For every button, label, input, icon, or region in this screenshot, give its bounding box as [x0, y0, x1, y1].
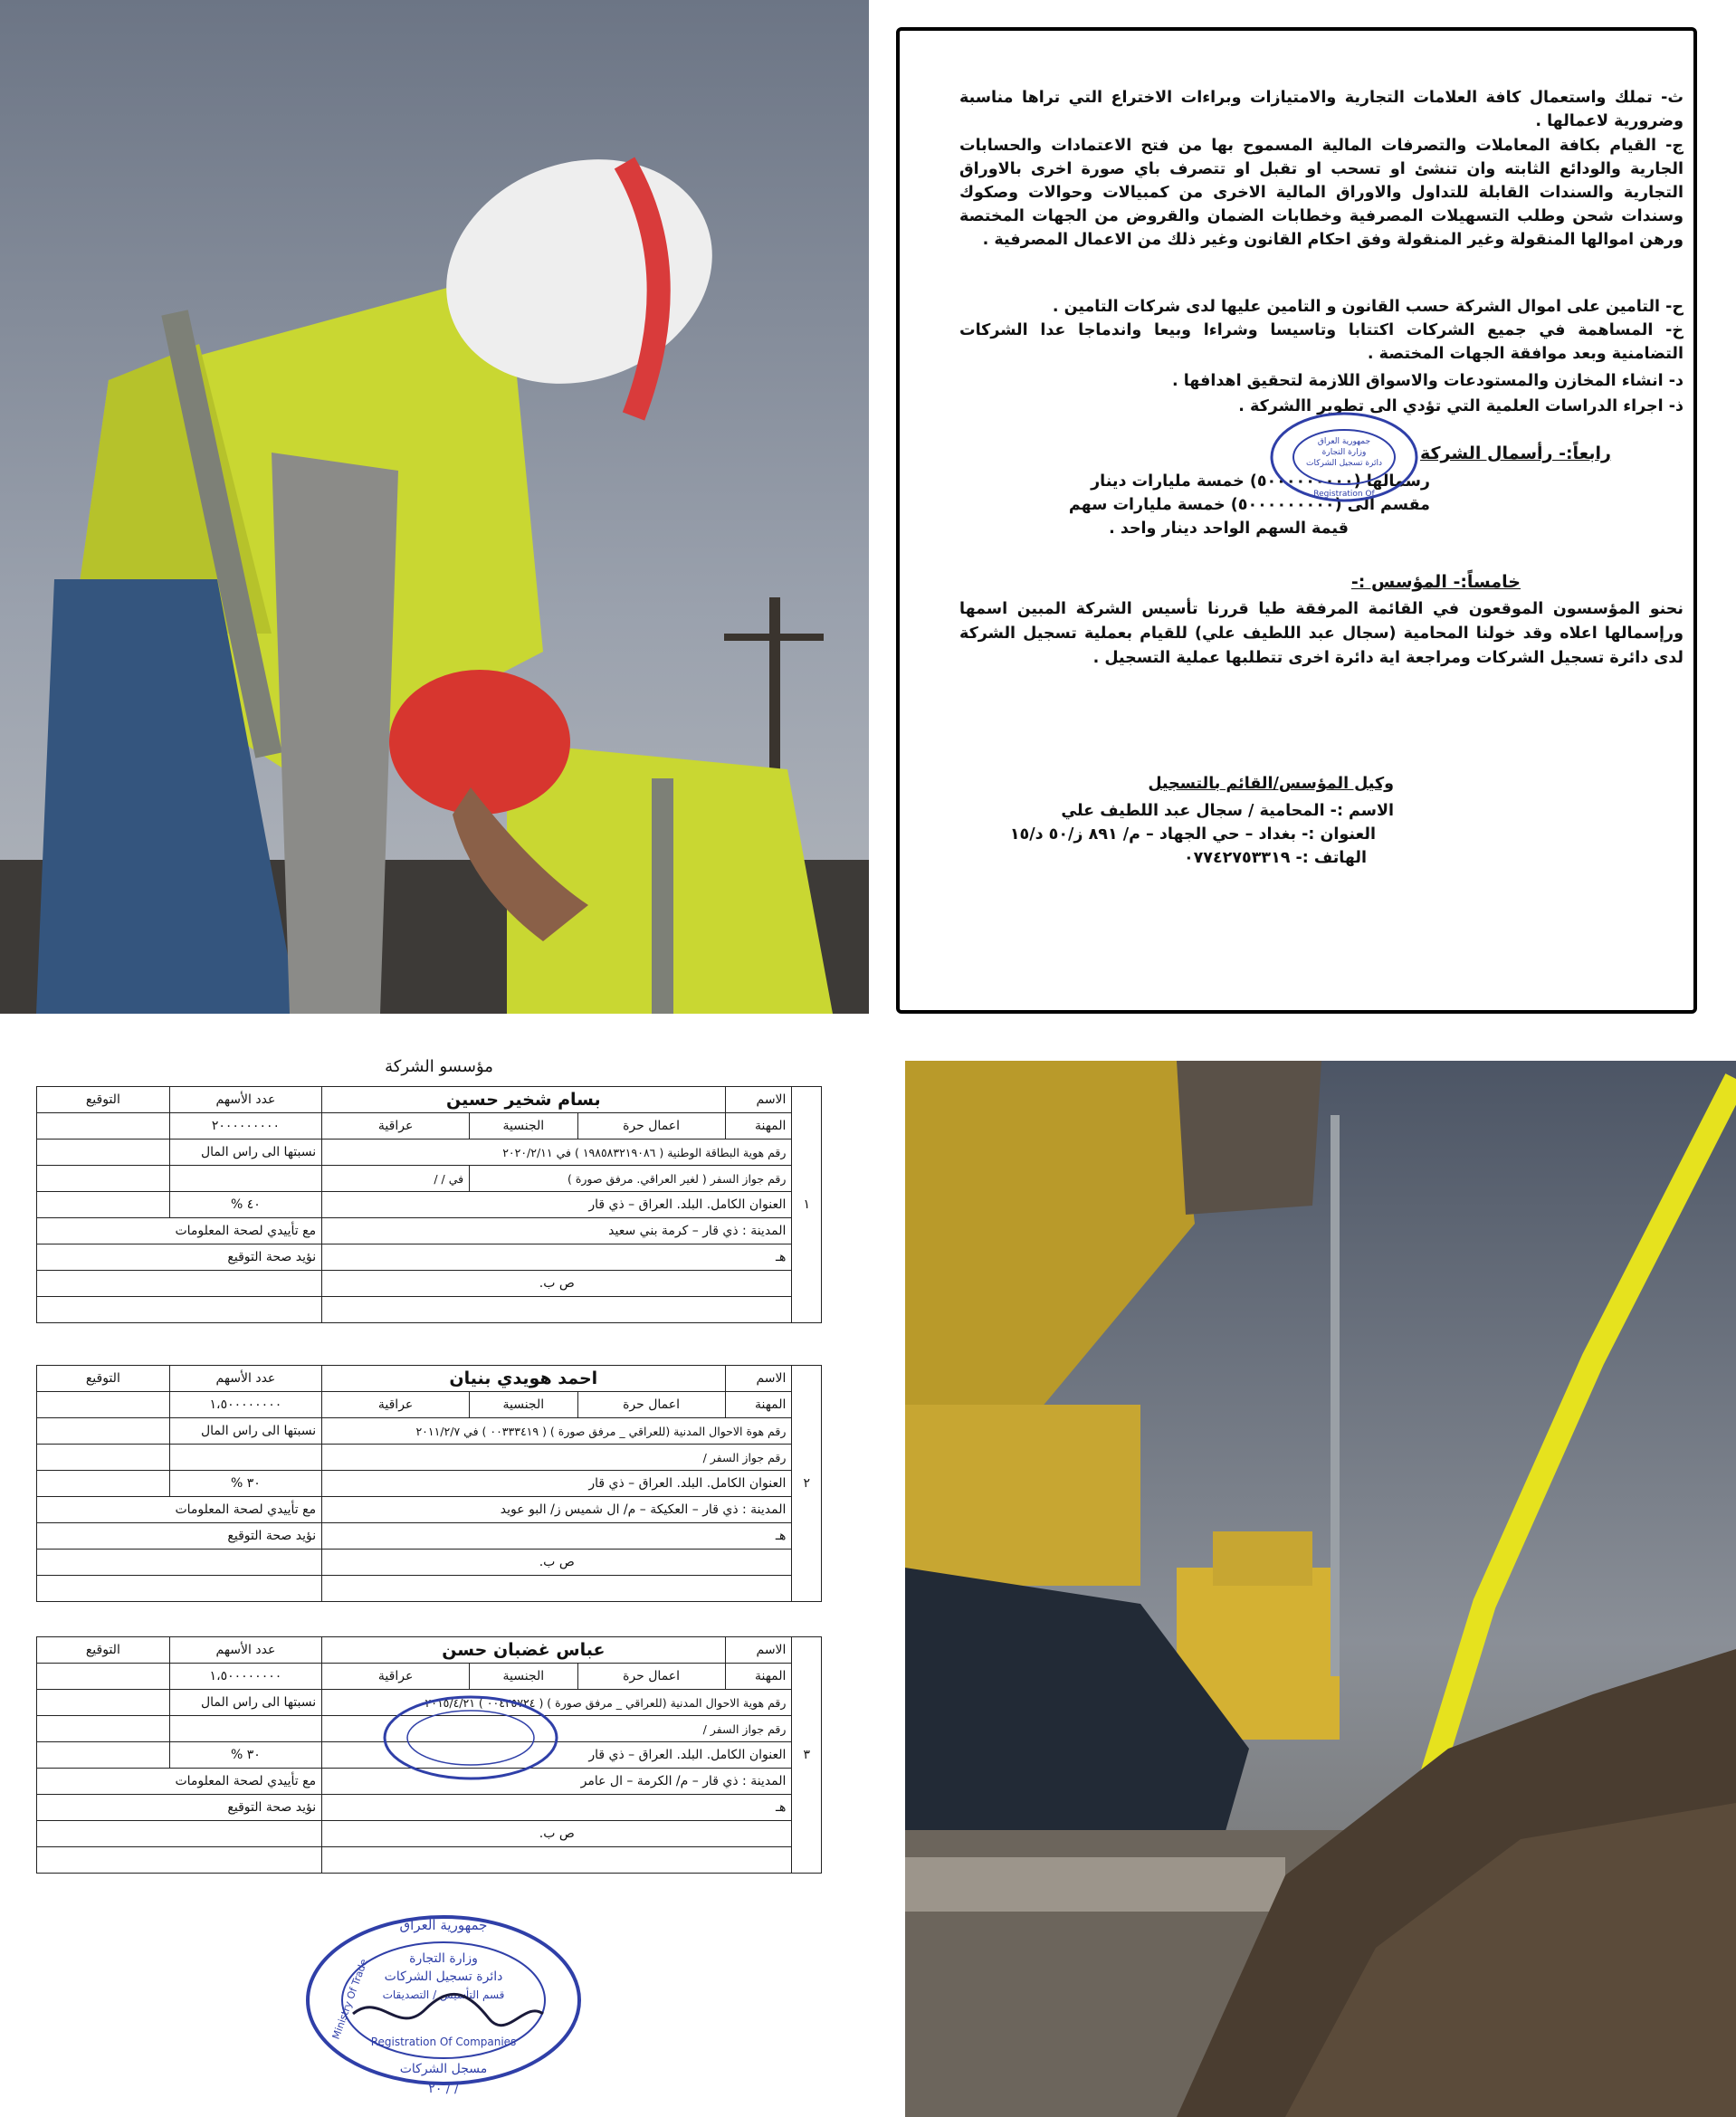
capital-line-1: رسمالها (٥٠٠٠٠٠٠٠٠٠) خمسة مليارات دينار — [1091, 472, 1430, 491]
label-nationality: الجنسية — [470, 1664, 578, 1690]
label-h: هـ — [322, 1523, 792, 1550]
clause-jeem — [959, 134, 1684, 252]
stamp-line: وزارة التجارة — [1321, 448, 1367, 457]
founder-address-line: العنوان الكامل. البلد. العراق – ذي قار — [322, 1471, 792, 1497]
signature-cell — [37, 1113, 170, 1140]
founder-name: احمد هويدي بنيان — [322, 1366, 725, 1392]
label-sig-confirm: نؤيد صحة التوقيع — [37, 1523, 322, 1550]
founder-nationality: عراقية — [322, 1664, 470, 1690]
clause-text: تملك واستعمال كافة العلامات التجارية والامتيازات وبراءات الاختراع التي تراها مناسبة وضرورية لاعمالها . — [959, 89, 1684, 130]
founder-profession: اعمال حرة — [577, 1664, 725, 1690]
founder-ratio: ٣٠ % — [169, 1471, 321, 1497]
label-name: الاسم — [725, 1366, 792, 1392]
founder-nationality: عراقية — [322, 1113, 470, 1140]
founder-id-line: رقم هوية الاحوال المدنية (للعراقي _ مرفق صورة ) ( ٠٠٤٢٥٧٢٤ ) ٢٠١٥/٤/٢١ — [322, 1690, 792, 1716]
founder-block-1 — [36, 1086, 822, 1323]
label-h: هـ — [322, 1244, 792, 1271]
founder-ratio: ٤٠ % — [169, 1192, 321, 1218]
founder-profession: اعمال حرة — [577, 1113, 725, 1140]
ministry-stamp — [299, 1910, 588, 2100]
empty-cell — [169, 1166, 321, 1192]
founder-ratio-label: نسبتها الى راس المال — [169, 1140, 321, 1166]
empty-cell — [322, 1297, 792, 1323]
clause-letter: د- — [1668, 372, 1684, 390]
founder-city-line: المدينة : ذي قار – م/ الكرمة – ال عامر — [322, 1769, 792, 1795]
empty-cell — [37, 1716, 170, 1742]
founder-passport-line: رقم جواز السفر / — [322, 1716, 792, 1742]
clause-kha — [959, 319, 1684, 366]
empty-cell — [37, 1271, 322, 1297]
stamp-line: Ministry Of Trade — [329, 1957, 370, 2041]
clause-letter: ذ- — [1668, 397, 1684, 415]
label-h: هـ — [322, 1795, 792, 1821]
label-po-box: ص ب. — [322, 1821, 792, 1847]
label-profession: المهنة — [725, 1113, 792, 1140]
photo-excavator-site — [905, 1061, 1736, 2117]
label-nationality: الجنسية — [470, 1113, 578, 1140]
label-po-box: ص ب. — [322, 1550, 792, 1576]
founder-heading: خامساً:- المؤسس :- — [1350, 572, 1521, 592]
founder-block-2 — [36, 1365, 822, 1602]
label-profession: المهنة — [725, 1664, 792, 1690]
label-sig-confirm: نؤيد صحة التوقيع — [37, 1244, 322, 1271]
founders-form-page — [0, 1032, 878, 2117]
clause-letter: ث- — [1661, 89, 1684, 107]
registration-stamp — [1267, 407, 1421, 507]
agent-phone: الهاتف :- ٠٧٧٤٢٧٥٣٣١٩ — [1183, 849, 1367, 867]
label-signature: التوقيع — [37, 1637, 170, 1664]
clause-letter: ج- — [1665, 137, 1684, 155]
capital-line-3: قيمة السهم الواحد دينار واحد . — [1109, 520, 1349, 538]
label-shares: عدد الأسهم — [169, 1087, 321, 1113]
empty-cell — [37, 1297, 322, 1323]
clause-letter: ح- — [1665, 298, 1684, 316]
signature-cell — [37, 1664, 170, 1690]
founder-number: ١ — [792, 1087, 822, 1323]
stamp-line: جمهورية العراق — [1317, 437, 1371, 446]
label-name: الاسم — [725, 1637, 792, 1664]
empty-cell — [37, 1445, 170, 1471]
agent-address: العنوان :- بغداد – حي الجهاد – م/ ٨٩١ ز/٥٠ د/١٥ — [1009, 825, 1376, 844]
capital-line-2: مقسم الى (٥٠٠٠٠٠٠٠٠٠) خمسة مليارات سهم — [1068, 496, 1430, 514]
founder-address-line: العنوان الكامل. البلد. العراق – ذي قار — [322, 1192, 792, 1218]
founder-passport-date: في / / — [322, 1166, 470, 1192]
empty-cell — [37, 1471, 170, 1497]
label-signature: التوقيع — [37, 1087, 170, 1113]
empty-cell — [37, 1821, 322, 1847]
founder-passport-line: رقم جواز السفر / — [322, 1445, 792, 1471]
articles-of-association-page — [878, 18, 1729, 1032]
empty-cell — [37, 1166, 170, 1192]
founder-address-line: العنوان الكامل. البلد. العراق – ذي قار — [322, 1742, 792, 1769]
founder-id-line: رقم هوة الاحوال المدنية (للعراقي _ مرفق صورة ) ( ٠٠٣٣٣٤١٩ ) في ٢٠١١/٢/٧ — [322, 1418, 792, 1445]
founder-shares: ١،٥٠٠٠٠٠٠٠٠ — [169, 1664, 321, 1690]
empty-cell — [37, 1418, 170, 1445]
empty-cell — [169, 1716, 321, 1742]
label-confirm: مع تأييدي لصحة المعلومات — [37, 1769, 322, 1795]
stamp-line: جمهورية العراق — [399, 1917, 488, 1933]
founder-profession: اعمال حرة — [577, 1392, 725, 1418]
founder-ratio: ٣٠ % — [169, 1742, 321, 1769]
stamp-line: Registration Of — [1313, 490, 1375, 499]
label-nationality: الجنسية — [470, 1392, 578, 1418]
founder-nationality: عراقية — [322, 1392, 470, 1418]
clause-text: اجراء الدراسات العلمية التي تؤدي الى تطوير االشركة . — [1238, 397, 1664, 415]
label-confirm: مع تأييدي لصحة المعلومات — [37, 1218, 322, 1244]
empty-cell — [322, 1847, 792, 1874]
stamp-line: مسجل الشركات — [399, 2062, 488, 2076]
label-name: الاسم — [725, 1087, 792, 1113]
clause-dal — [959, 369, 1684, 393]
agent-heading: وكيل المؤسس/القائم بالتسجيل — [1148, 775, 1394, 793]
empty-cell — [37, 1847, 322, 1874]
stamp-line: دائرة تسجيل الشركات — [1305, 459, 1383, 468]
stamp-line: دائرة تسجيل الشركات — [384, 1969, 503, 1984]
founder-paragraph: نحنو المؤسسون الموقعون في القائمة المرفقة طيا قررنا تأسيس الشركة المبين اسمها ورإسمالها اعلاه وقد خولنا المحامية (سجال عبد اللطيف علي) للقيام بعملية تسجيل الشركة لدى دائرة تسجيل الشركات ومراجعة اية دائرة اخرى تتطلبها عملية التسجيل . — [959, 600, 1684, 667]
stamp-line: ٢٠ / / — [428, 2082, 459, 2096]
founder-shares: ٢٠٠٠٠٠٠٠٠٠ — [169, 1113, 321, 1140]
form-title: مؤسسو الشركة — [385, 1057, 493, 1076]
founder-ratio-label: نسبتها الى راس المال — [169, 1690, 321, 1716]
founder-name: عباس غضبان حسن — [322, 1637, 725, 1664]
clause-text: انشاء المخازن والمستودعات والاسواق اللازمة لتحقيق اهدافها . — [1172, 372, 1664, 390]
stamp-line: وزارة التجارة — [409, 1951, 478, 1966]
label-confirm: مع تأييدي لصحة المعلومات — [37, 1497, 322, 1523]
clause-text: المساهمة في جميع الشركات اكتتابا وتاسيسا وشراءا وبيعا واندماجا عدا الشركات التضامنية وبعد موافقة الجهات المختصة . — [959, 321, 1684, 363]
stamp-line: Registration Of Companies — [370, 2036, 517, 2048]
founder-id-line: رقم هوية البطاقة الوطنية ( ١٩٨٥٨٣٢١٩٠٨٦ ) في ٢٠٢٠/٢/١١ — [322, 1140, 792, 1166]
empty-cell — [37, 1742, 170, 1769]
empty-cell — [169, 1445, 321, 1471]
clause-text: القيام بكافة المعاملات والتصرفات المالية المسموح بها من فتح الاعتمادات والحسابات الجارية والودائع الثابته وان تنشئ او تسحب او تقبل او تتصرف باي صورة اخرى بالاوراق التجارية والسندات القابلة للتداول والاوراق المالية الاخرى من كمبيالات وحوالات وصكوك وسندات شحن وطلب التسهيلات المصرفية وخطابات الضمان والقروض من الجهات المختصة ورهن اموالها المنقولة وغير المنقولة وفق احكام القانون وغير ذلك من الاعمال المصرفية . — [959, 137, 1684, 249]
clause-text: التامين على اموال الشركة حسب القانون و التامين عليها لدى شركات التامين . — [1052, 298, 1661, 316]
founder-passport-line: رقم جواز السفر ( لغير العراقي. مرفق صورة ) — [470, 1166, 792, 1192]
founder-number: ٣ — [792, 1637, 822, 1874]
label-profession: المهنة — [725, 1392, 792, 1418]
clause-letter: خ- — [1665, 321, 1684, 339]
label-sig-confirm: نؤيد صحة التوقيع — [37, 1795, 322, 1821]
stamp-line: قسم التأسيس / التصديقات — [382, 1988, 505, 2001]
founder-city-line: المدينة : ذي قار – كرمة بني سعيد — [322, 1218, 792, 1244]
label-shares: عدد الأسهم — [169, 1366, 321, 1392]
empty-cell — [322, 1576, 792, 1602]
founder-name: بسام شخير حسين — [322, 1087, 725, 1113]
clause-tha — [959, 86, 1684, 133]
photo-construction-workers — [0, 0, 869, 1014]
empty-cell — [37, 1690, 170, 1716]
clause-ha — [959, 295, 1684, 319]
empty-cell — [37, 1550, 322, 1576]
founder-city-line: المدينة : ذي قار – العكيكة – م/ ال شميس ز/ البو عويد — [322, 1497, 792, 1523]
capital-heading: رابعاً:- رأسمال الشركة — [1419, 443, 1611, 463]
label-signature: التوقيع — [37, 1366, 170, 1392]
founder-shares: ١،٥٠٠٠٠٠٠٠٠ — [169, 1392, 321, 1418]
label-shares: عدد الأسهم — [169, 1637, 321, 1664]
founder-number: ٢ — [792, 1366, 822, 1602]
founder-stamp — [380, 1693, 561, 1783]
signature-cell — [37, 1392, 170, 1418]
empty-cell — [37, 1192, 170, 1218]
empty-cell — [37, 1576, 322, 1602]
agent-name: الاسم :- المحامية / سجال عبد اللطيف علي — [1061, 802, 1394, 820]
empty-cell — [37, 1140, 170, 1166]
label-po-box: ص ب. — [322, 1271, 792, 1297]
founder-ratio-label: نسبتها الى راس المال — [169, 1418, 321, 1445]
